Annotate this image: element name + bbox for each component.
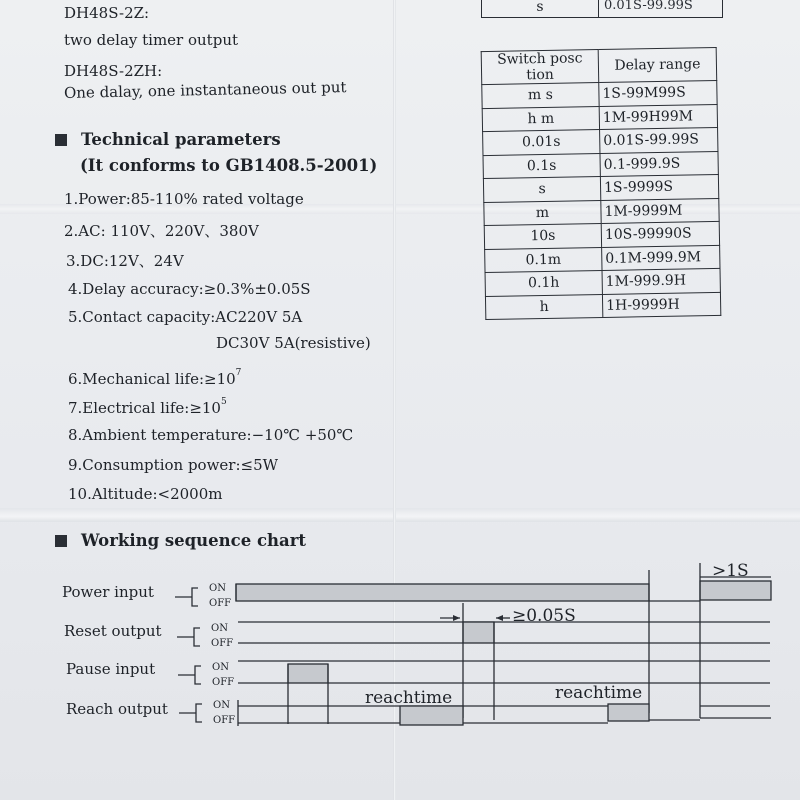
cell-range: 1S-9999S — [600, 174, 718, 200]
signal-label-reach: Reach output — [66, 700, 168, 718]
tech-item-ac: 2.AC: 110V、220V、380V — [64, 222, 259, 240]
cell-range: 1H-9999H — [602, 292, 720, 318]
tech-item-power: 1.Power:85-110% rated voltage — [64, 190, 304, 208]
arrow-head-left-icon — [496, 615, 503, 621]
model-2z: DH48S-2Z: — [64, 4, 150, 22]
annotation-gt1s: >1S — [712, 561, 749, 581]
cell-switch: m — [484, 200, 601, 226]
desc-2zh: One dalay, one instantaneous out put — [63, 78, 347, 102]
signal-bracket — [177, 628, 200, 646]
reset-lines — [238, 622, 770, 643]
signal-bracket — [178, 666, 201, 684]
cell-range: 1M-99H99M — [599, 104, 717, 130]
elec-life-exponent: 5 — [220, 397, 227, 407]
cell-switch: m s — [482, 83, 599, 109]
cell-switch: 0.1h — [485, 270, 602, 296]
cell-switch: h m — [482, 106, 599, 132]
reach-pulse-1 — [400, 706, 463, 725]
on-label: ON — [213, 700, 230, 711]
annotation-ge005s: ≥0.05S — [512, 606, 576, 626]
off-label: OFF — [211, 638, 234, 649]
off-label: OFF — [209, 598, 232, 609]
tech-item-altitude: 10.Altitude:<2000m — [68, 485, 223, 503]
reach-pulse-2 — [608, 704, 649, 721]
signal-bracket — [175, 588, 198, 606]
cell-switch: s — [483, 177, 600, 203]
header-switch-position: Switch posc tion — [481, 50, 599, 85]
reset-pulse — [463, 622, 494, 643]
power-on-pulse-2 — [700, 581, 771, 600]
on-label: ON — [211, 623, 228, 634]
annotation-reachtime-1: reachtime — [365, 688, 453, 708]
cell-switch: 0.01s — [483, 130, 600, 156]
annotation-reachtime-2: reachtime — [555, 683, 643, 703]
signal-bracket — [179, 704, 202, 722]
tech-item-dc: 3.DC:12V、24V — [66, 252, 184, 270]
cell-range: 0.1M-999.9M — [602, 245, 720, 271]
top-row-range: 0.01S-99.99S — [604, 0, 693, 13]
on-label: ON — [212, 662, 229, 673]
cell-switch: 0.1m — [485, 247, 602, 273]
tech-item-contact: 5.Contact capacity:AC220V 5A — [68, 308, 303, 326]
tech-title: Technical parameters — [81, 130, 281, 149]
tech-item-temperature: 8.Ambient temperature:−10℃ +50℃ — [68, 426, 354, 444]
cell-switch: 10s — [484, 224, 601, 250]
cell-range: 0.01S-99.99S — [600, 127, 718, 153]
tech-item-mech-life: 6.Mechanical $life:\ge 10^7$ — [68, 368, 242, 388]
signal-label-reset: Reset output — [64, 622, 162, 640]
arrow-head-right-icon — [453, 615, 460, 621]
cell-switch: h — [485, 294, 602, 320]
cell-range: 1S-99M99S — [599, 80, 717, 106]
off-label: OFF — [213, 715, 236, 726]
cell-range: 10S-99990S — [601, 221, 719, 247]
power-on-pulse — [236, 584, 649, 601]
chart-title: Working sequence chart — [81, 531, 307, 550]
top-row-switch: s — [482, 0, 599, 17]
cell-range: 0.1-999.9S — [600, 151, 718, 177]
header-delay-range: Delay range — [598, 47, 717, 82]
cell-switch: 0.1s — [483, 153, 600, 179]
signal-label-pause: Pause input — [66, 660, 156, 678]
cell-range: 1M-999.9H — [602, 268, 720, 294]
desc-2z: two delay timer output — [64, 31, 239, 49]
model-2zh: DH48S-2ZH: — [64, 62, 163, 80]
on-label: ON — [209, 583, 226, 594]
tech-item-consumption: 9.Consumption power:≤5W — [68, 456, 279, 474]
tech-item-elec-life: 7.Electrical $life:\ge 10^5$ — [68, 397, 227, 417]
tech-subtitle: (It conforms to GB1408.5-2001) — [80, 156, 378, 175]
pause-pulse — [288, 664, 328, 683]
cell-range: 1M-9999M — [601, 198, 719, 224]
mech-life-exponent: 7 — [235, 368, 242, 378]
signal-label-power: Power input — [62, 583, 154, 601]
tech-item-accuracy: 4.Delay accuracy:≥0.3%±0.05S — [68, 280, 311, 298]
off-label: OFF — [212, 677, 235, 688]
tech-item-contact-dc: DC30V 5A(resistive) — [216, 334, 371, 352]
